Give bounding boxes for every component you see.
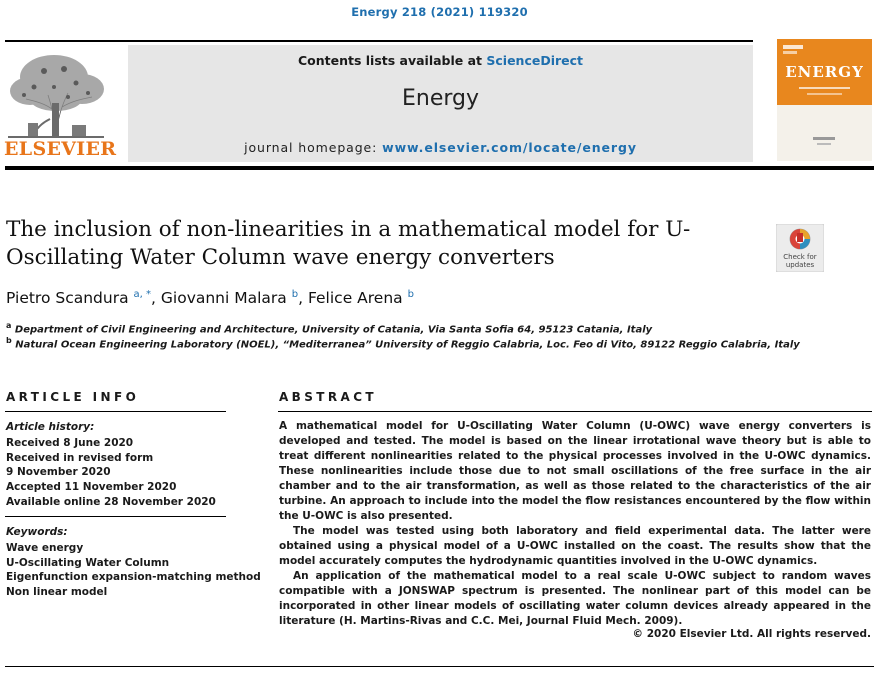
- abstract-paragraph: A mathematical model for U-Oscillating Water Column (U-OWC) wave energy converters is developed and tested. The model is based on the linear irrotational wave theory but is able to treat different nonlinearities related to the physical processes involved in the U-OWC dynamics. These nonlinearities include those due to not small oscillations of the free surface in the air chamber and to the air transformation, as well as those related to the characteristics of the air turbine. An approach to include into the model the flow resistances encountered by the flow within the U-OWC is also presented.: [279, 420, 871, 522]
- keyword-item: Non linear model: [6, 586, 108, 599]
- keyword-item: Wave energy: [6, 542, 84, 554]
- cover-title-text: ENERGY: [785, 63, 864, 81]
- contents-line: [128, 53, 753, 68]
- keyword-item: U-Oscillating Water Column: [6, 556, 170, 569]
- author-affiliation-marker[interactable]: a, *: [133, 289, 152, 300]
- journal-citation[interactable]: Energy 218 (2021) 119320: [351, 5, 528, 19]
- author-name[interactable]: Pietro Scandura: [6, 289, 129, 307]
- abstract-rule: [278, 411, 872, 412]
- abstract-paragraph: The model was tested using both laboratory and field experimental data. The latter were obtained using a physical model of a U-OWC installed on the coast. The results show that the model accurately computes the hydrodynamic quantities involved in the U-OWC dynamics.: [279, 525, 871, 567]
- homepage-link[interactable]: www.elsevier.com/locate/energy: [382, 140, 637, 155]
- header-top-rule: [5, 40, 753, 42]
- header-bottom-rule: [5, 166, 874, 170]
- affiliation: [6, 321, 866, 335]
- article-title: The inclusion of non-linearities in a mathematical model for U-Oscillating Water Column wave energy converters: [6, 217, 691, 270]
- history-item: Accepted 11 November 2020: [6, 481, 177, 494]
- keyword-item: Eigenfunction expansion-matching method: [6, 571, 261, 584]
- keywords-label: Keywords:: [6, 526, 68, 538]
- author-list: Pietro Scandura $^{a, *}$, Giovanni Malara $^b$, Felice Arena $^b$: [6, 289, 414, 307]
- history-item: Received 8 June 2020: [6, 437, 134, 449]
- badge-line-2: updates: [785, 261, 815, 269]
- sciencedirect-link[interactable]: ScienceDirect: [486, 53, 584, 68]
- author-affiliation-marker[interactable]: b: [407, 289, 414, 300]
- article-info-rule: [5, 411, 226, 412]
- contents-prefix: Contents lists available at: [297, 53, 487, 68]
- history-item: 9 November 2020: [6, 466, 111, 479]
- history-list: [6, 436, 216, 510]
- history-label: Article history:: [6, 421, 95, 433]
- abstract-heading: ABSTRACT: [279, 390, 377, 404]
- journal-cover-image[interactable]: [777, 39, 872, 161]
- badge-line-1: Check for: [783, 253, 817, 261]
- copyright-notice: © 2020 Elsevier Ltd. All rights reserved.: [632, 628, 871, 640]
- history-item: Available online 28 November 2020: [6, 495, 216, 508]
- keyword-list: [6, 541, 261, 600]
- affiliation-text: Department of Civil Engineering and Architecture, University of Catania, Via Santa Sofia 64, 95123 Catania, Italy: [14, 324, 653, 336]
- author-affiliation-marker[interactable]: b: [291, 289, 299, 300]
- history-item: Received in revised form: [6, 451, 154, 464]
- abstract-body: [279, 419, 871, 629]
- homepage-line: [128, 140, 753, 155]
- affiliation: [6, 336, 866, 350]
- author-name[interactable]: Felice Arena: [307, 289, 403, 307]
- elsevier-wordmark[interactable]: ELSEVIER: [4, 138, 117, 160]
- journal-name: Energy: [401, 86, 480, 111]
- affiliation-text: Natural Ocean Engineering Laboratory (NOEL), “Mediterranea” University of Reggio Calabria, Loc. Feo di Vito, 89122 Reggio Calabria, Italy: [15, 339, 800, 351]
- article-info-heading: ARTICLE INFO: [6, 390, 140, 404]
- affiliation-mark: a: [6, 321, 12, 330]
- check-for-updates-icon[interactable]: [776, 224, 824, 272]
- abstract-paragraph: An application of the mathematical model to a real scale U-OWC subject to random waves compatible with a JONSWAP spectrum is presented. The nonlinear part of this model can be incorporated in other linear models of oscillating water column devices already appeared in the literature (H. Martins-Rivas and C.C. Mei, Journal Fluid Mech. 2009).: [279, 570, 871, 627]
- keywords-rule: [5, 516, 226, 517]
- homepage-prefix: journal homepage:: [244, 140, 383, 155]
- footer-rule: [5, 666, 874, 667]
- affiliation-mark: b: [6, 336, 12, 345]
- author-name[interactable]: Giovanni Malara: [160, 289, 287, 307]
